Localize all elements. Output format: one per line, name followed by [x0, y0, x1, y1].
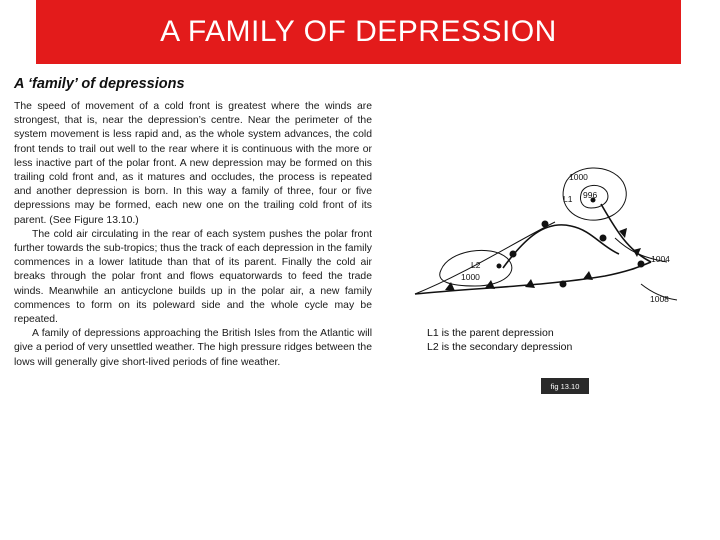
title-bar: [36, 0, 681, 64]
label-l1-pressure: 996: [583, 190, 598, 200]
isobar-outer-arc: [415, 222, 555, 294]
excerpt-heading: A ‘family’ of depressions: [14, 76, 185, 92]
cold-front-triangle: [583, 271, 593, 280]
front-wave: [503, 225, 619, 268]
excerpt-paragraph: The speed of movement of a cold front is greatest where the winds are strongest, that is, near the depression’s centre. Near the perimeter of the system movement is less rapid and, as the whole system advances, the cold front tends to trail out well to the rear where it is continuous with the more or less inactive part of the polar front. A new depression may be formed on this trailing cold front and, as it matures and occludes, the process is repeated and another depression is born. In this way a family of three, four or five depressions may be formed, each new one on the trailing cold front of its parent. (See Figure 13.10.): [14, 101, 372, 226]
cold-front-triangle: [485, 280, 495, 289]
label-isobar-1008: 1008: [650, 294, 669, 304]
legend-line-parent: L1 is the parent depression: [427, 327, 554, 339]
label-l2-pressure: 1000: [461, 272, 480, 282]
cold-front-triangle: [445, 282, 455, 291]
depression-family-diagram: [405, 158, 705, 308]
excerpt-paragraph: The cold air circulating in the rear of each system pushes the polar front further towards the sub-tropics; thus the track of each depression in the family commences in a lower latitude than that of its parent. Finally the cold air breaks through the polar front and flows equatorwards to feed the trade winds. Meanwhile an anticyclone builds up in the polar air, a new family commences to form on its poleward side and the whole cycle may be repeated.: [14, 228, 372, 326]
slide-title: A FAMILY OF DEPRESSION: [160, 15, 557, 48]
warm-front-semicircle: [510, 251, 517, 258]
legend-line-secondary: L2 is the secondary depression: [427, 341, 573, 353]
cold-front-triangle: [619, 228, 627, 238]
label-isobar-1004: 1004: [651, 254, 670, 264]
warm-front-semicircle: [638, 261, 645, 268]
warm-front-semicircle: [542, 221, 549, 228]
label-l2: L2: [471, 260, 481, 270]
figure-caption-tag: [541, 378, 589, 394]
excerpt-paragraph: A family of depressions approaching the British Isles from the Atlantic will give a period of very unsettled weather. The high pressure ridges between the lows will generally give short-lived periods of fine weather.: [14, 328, 372, 368]
cold-front-triangle: [525, 279, 535, 288]
l2-centre-dot: [497, 264, 502, 269]
warm-front-semicircle: [600, 235, 607, 242]
warm-front-semicircle: [560, 281, 567, 288]
label-l1-isobar: 1000: [569, 172, 588, 182]
figure-caption: fig 13.10: [550, 381, 580, 391]
label-l1: L1: [563, 194, 573, 204]
scanned-text-excerpt: [14, 76, 372, 370]
figure-legend: [427, 326, 572, 354]
